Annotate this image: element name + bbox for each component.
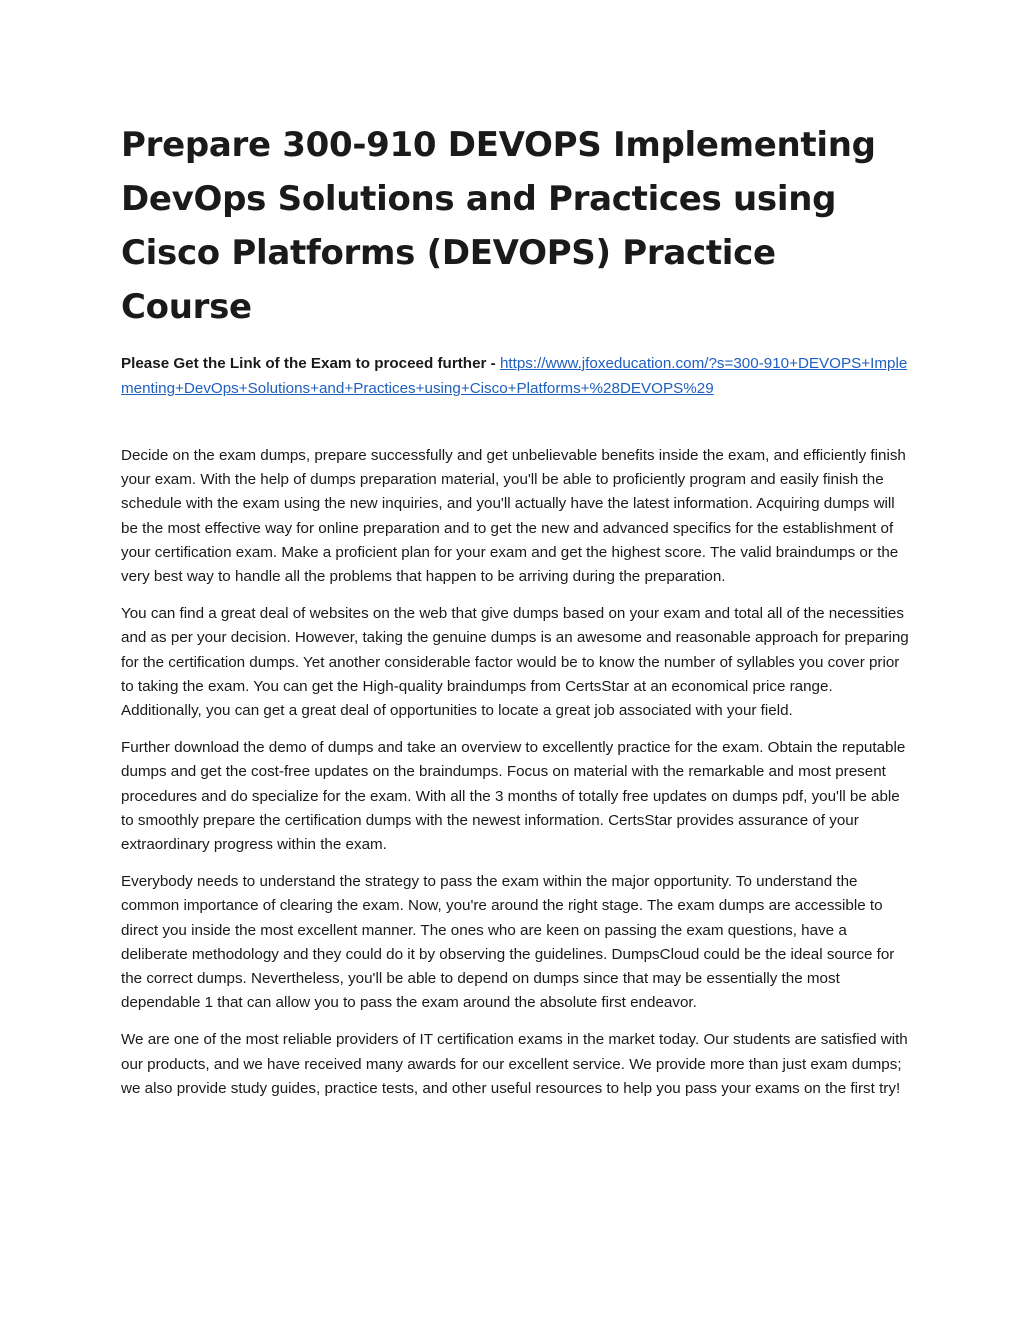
paragraph-5: We are one of the most reliable providers of IT certification exams in the market today. Our students are satisfied with our products, and we have received many awards for our excellent service. We provide more than just exam dumps; we also provide study guides, practice tests, and other useful resources to help you pass your exams on the first try! (121, 1031, 908, 1097)
paragraph-4: Everybody needs to understand the strategy to pass the exam within the major opportunity. To understand the common importance of clearing the exam. Now, you're around the right stage. The exam dumps are accessible to direct you inside the most excellent manner. The ones who are keen on passing the exam questions, have a deliberate methodology and they could do it by observing the guidelines. DumpsCloud could be the ideal source for the correct dumps. Nevertheless, you'll be able to depend on dumps since that may be essentially the most dependable 1 that can allow you to pass the exam around the absolute first endeavor. (121, 873, 895, 1012)
paragraph-1: Decide on the exam dumps, prepare successfully and get unbelievable benefits inside the exam, and efficiently finish your exam. With the help of dumps preparation material, you'll be able to proficiently program and easily finish the schedule with the exam using the new inquiries, and you'll actually have the latest information. Acquiring dumps will be the most effective way for online preparation and to get the new and advanced specifics for the establishment of your certification exam. Make a proficient plan for your exam and get the highest score. The valid braindumps or the very best way to handle all the problems that happen to be arriving during the preparation. (121, 447, 906, 586)
link-prefix: Please Get the Link of the Exam to proceed further - (121, 355, 500, 372)
document-page (121, 118, 911, 1114)
document-body (121, 444, 911, 1101)
exam-link-line (121, 351, 911, 401)
exam-link[interactable]: https://www.jfoxeducation.com/?s=300-910+DEVOPS+Implementing+DevOps+Solutions+and+Practices+using+Cisco+Platforms+%28DEVOPS%29 (121, 355, 908, 397)
paragraph-3: Further download the demo of dumps and take an overview to excellently practice for the exam. Obtain the reputable dumps and get the cost-free updates on the braindumps. Focus on material with the remarkable and most present procedures and do specialize for the exam. With all the 3 months of totally free updates on dumps pdf, you'll be able to smoothly prepare the certification dumps with the newest information. CertsStar provides assurance of your extraordinary progress within the exam. (121, 739, 906, 854)
document-title: Prepare 300-910 DEVOPS Implementing DevOps Solutions and Practices using Cisco Platforms (DEVOPS) Practice Course (121, 125, 876, 327)
paragraph-2: You can find a great deal of websites on the web that give dumps based on your exam and total all of the necessities and as per your decision. However, taking the genuine dumps is an awesome and reasonable approach for preparing for the certification dumps. Yet another considerable factor would be to know the number of syllables you cover prior to taking the exam. You can get the High-quality braindumps from CertsStar at an economical price range. Additionally, you can get a great deal of opportunities to locate a great job associated with your field. (121, 605, 909, 720)
